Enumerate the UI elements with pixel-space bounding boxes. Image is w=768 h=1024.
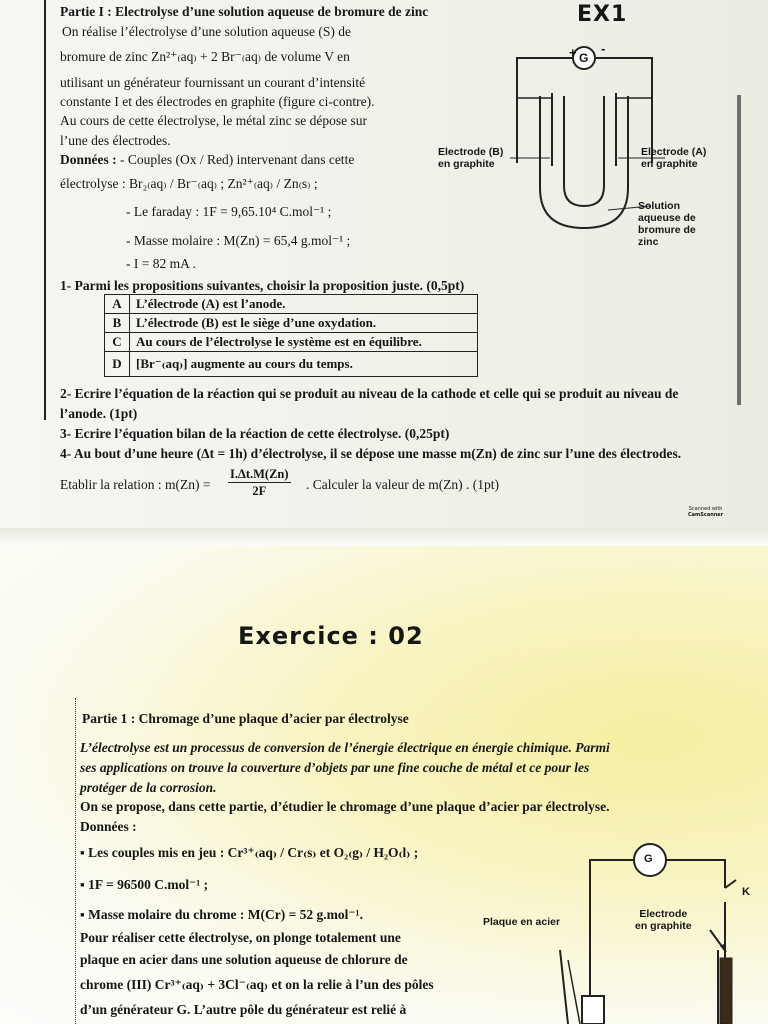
ex2-body-line: chrome (III) Cr³⁺₍aq₎ + 3Cl⁻₍aq₎ et on la relie à l’un des pôles	[80, 977, 434, 992]
ex1-molar-mass: - Masse molaire : M(Zn) = 65,4 g.mol⁻¹ ;	[126, 233, 351, 248]
ex2-generator-label: G	[644, 853, 653, 865]
generator-minus: -	[601, 41, 606, 56]
ex1-intro-line: utilisant un générateur fournissant un courant d’intensité	[60, 75, 366, 90]
ex2-intro-line: L’électrolyse est un processus de conversion de l’énergie électrique en énergie chimique. Parmi	[80, 740, 610, 755]
u-tube-inner	[564, 96, 604, 206]
ex2-plate-label: Plaque en acier	[483, 916, 561, 928]
ex1-part-title: Partie I : Electrolyse d’une solution aqueuse de bromure de zinc	[60, 4, 429, 19]
solution-label: Solution aqueuse de bromure de zinc	[638, 200, 696, 248]
ex2-switch-label: K	[742, 886, 750, 898]
ex1-question-2: 2- Ecrire l’équation de la réaction qui se produit au niveau de la cathode et celle qui se produit au niveau de	[60, 386, 679, 401]
ex1-question-1: 1- Parmi les propositions suivantes, choisir la proposition juste. (0,5pt)	[60, 278, 465, 293]
u-tube-outer	[540, 96, 628, 228]
page-gap	[0, 528, 768, 546]
wire-right	[666, 860, 725, 888]
ex1-data-couples: - Couples (Ox / Red) intervenant dans cette	[120, 152, 355, 167]
ex1-relation-tail: . Calculer la valeur de m(Zn) . (1pt)	[306, 477, 500, 492]
ex2-margin-line	[75, 698, 78, 1024]
ex2-part-title: Partie 1 : Chromage d’une plaque d’acier par électrolyse	[82, 711, 409, 726]
ex1-intro-line: l’une des électrodes.	[60, 133, 171, 148]
ex1-intro-line: Au cours de cette électrolyse, le métal zinc se dépose sur	[60, 113, 367, 128]
ex2-faraday: ▪ 1F = 96500 C.mol⁻¹ ;	[80, 877, 209, 892]
wire-left	[590, 860, 634, 1000]
ex2-data-label: Données :	[80, 819, 137, 834]
ex1-intro-line: On réalise l’électrolyse d’une solution aqueuse (S) de	[62, 24, 352, 39]
ex2-intro-line: ses applications on trouve la couverture d’objets par une fine couche de métal et ce pour les	[80, 760, 590, 775]
ex1-options-table	[104, 294, 478, 377]
scanner-stamp: Scanned with CamScanner	[688, 506, 724, 518]
ex2-body-line: d’un générateur G. L’autre pôle du générateur est relié à	[80, 1002, 407, 1017]
ex2-electrolysis-diagram	[540, 840, 768, 1024]
generator-label: G	[579, 51, 589, 65]
ex1-question-2-cont: l’anode. (1pt)	[60, 406, 138, 421]
ex1-faraday: - Le faraday : 1F = 9,65.10⁴ C.mol⁻¹ ;	[126, 204, 332, 219]
ex1-question-3: 3- Ecrire l’équation bilan de la réaction de cette électrolyse. (0,25pt)	[60, 426, 450, 441]
ex1-relation-fraction: I.Δt.M(Zn) 2F	[230, 467, 289, 498]
ex2-molar-mass: ▪ Masse molaire du chrome : M(Cr) = 52 g.mol⁻¹.	[80, 907, 363, 922]
ex2-electrode-label: Electrode en graphite	[635, 908, 692, 932]
switch-k	[725, 880, 736, 888]
ex2-couples: ▪ Les couples mis en jeu : Cr³⁺₍aq₎ / Cr₍s₎ et O₂₍g₎ / H₂O₍l₎ ;	[80, 845, 419, 860]
page-edge	[737, 95, 741, 405]
ex1-intro-line: bromure de zinc Zn²⁺₍aq₎ + 2 Br⁻₍aq₎ de volume V en	[60, 49, 350, 64]
ex1-intro-line: constante I et des électrodes en graphite (figure ci-contre).	[60, 94, 375, 109]
option-row[interactable]: D [Br⁻₍aq₎] augmente au cours du temps.	[105, 352, 478, 377]
ex1-current: - I = 82 mA .	[126, 256, 196, 271]
ex2-intro-line: protéger de la corrosion.	[80, 780, 217, 795]
generator-plus: +	[569, 45, 577, 60]
ex1-data-couples-line2: électrolyse : Br₂₍aq₎ / Br⁻₍aq₎ ; Zn²⁺₍aq₎ / Zn₍s₎ ;	[60, 176, 318, 191]
electrode-a-label: Electrode (A) en graphite	[641, 146, 707, 170]
electrode-b-label: Electrode (B) en graphite	[438, 146, 504, 170]
option-row[interactable]: C Au cours de l’électrolyse le système est en équilibre.	[105, 333, 478, 352]
steel-plate	[582, 996, 604, 1024]
ex1-tag: EX1	[577, 2, 628, 27]
ex1-question-4: 4- Au bout d’une heure (Δt = 1h) d’électrolyse, il se dépose une masse m(Zn) de zinc sur l’une des électrodes.	[60, 446, 682, 461]
graphite-electrode	[720, 958, 732, 1024]
ex2-body-line: plaque en acier dans une solution aqueuse de chlorure de	[80, 952, 408, 967]
option-row[interactable]: A L’électrode (A) est l’anode.	[105, 295, 478, 314]
ex1-data-label: Données :	[60, 152, 117, 167]
ex1-relation-lead: Etablir la relation : m(Zn) =	[60, 477, 211, 492]
ex2-title: Exercice : 02	[238, 622, 424, 650]
margin-line	[44, 0, 46, 420]
option-row[interactable]: B L’électrode (B) est le siège d’une oxydation.	[105, 314, 478, 333]
ex2-goal: On se propose, dans cette partie, d’étudier le chromage d’une plaque d’acier par électrolyse.	[80, 799, 610, 814]
ex2-body-line: Pour réaliser cette électrolyse, on plonge totalement une	[80, 930, 401, 945]
